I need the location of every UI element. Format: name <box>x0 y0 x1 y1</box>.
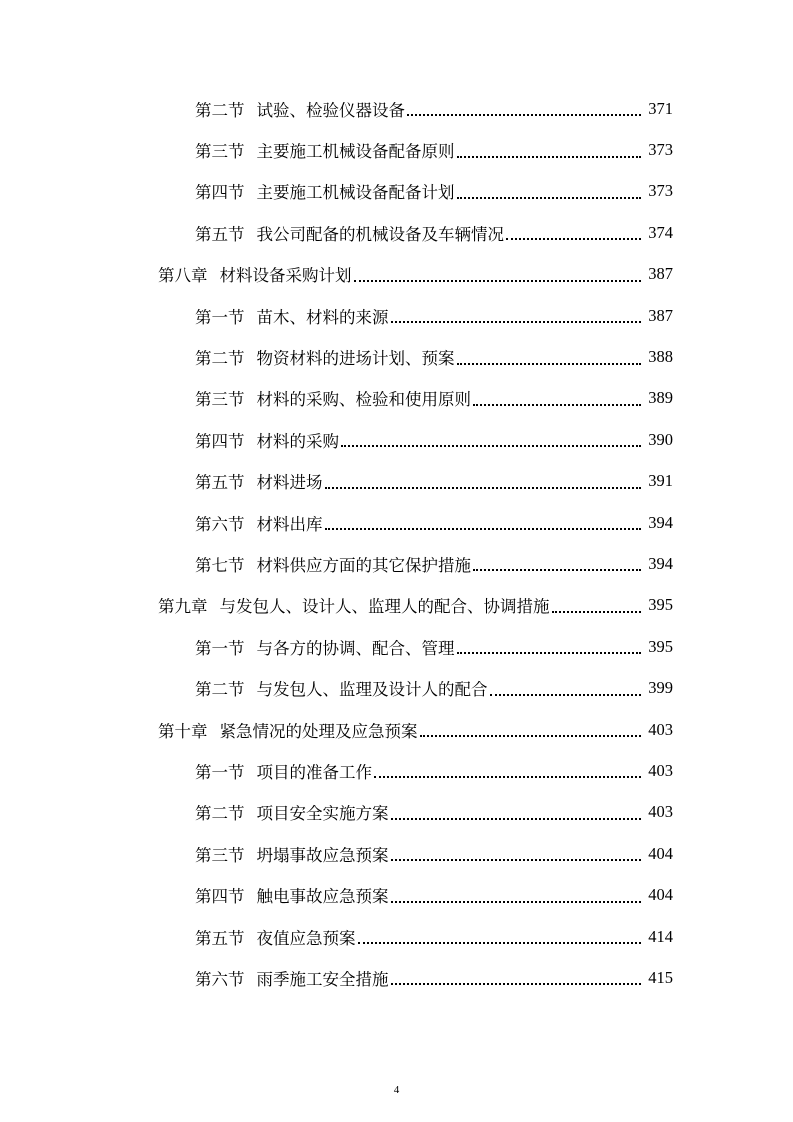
dot-leader <box>552 610 642 613</box>
dot-leader <box>374 775 641 778</box>
toc-entry-page: 387 <box>648 264 673 284</box>
dot-leader <box>354 279 642 282</box>
toc-entry[interactable] <box>0 171 793 212</box>
toc-entry-title: 苗木、材料的来源 <box>256 307 389 327</box>
toc-entry-title: 材料进场 <box>256 473 323 493</box>
dot-leader <box>391 320 642 323</box>
toc-entry-title: 紧急情况的处理及应急预案 <box>219 721 418 741</box>
dot-leader <box>391 858 642 861</box>
toc-entry-number: 第二节 <box>195 100 245 120</box>
toc-entry-title: 试验、检验仪器设备 <box>256 100 405 120</box>
toc-entry-page: 404 <box>648 885 673 905</box>
toc-chapter-entry[interactable] <box>0 709 793 750</box>
dot-leader <box>420 734 642 737</box>
toc-entry[interactable] <box>0 750 793 791</box>
toc-entry[interactable] <box>0 212 793 253</box>
toc-entry-number: 第二节 <box>195 804 245 824</box>
toc-entry-page: 373 <box>648 140 673 160</box>
toc-entry-page: 394 <box>648 512 673 532</box>
toc-entry-page: 390 <box>648 429 673 449</box>
toc-entry[interactable] <box>0 626 793 667</box>
toc-entry-title: 坍塌事故应急预案 <box>256 845 389 865</box>
toc-entry-title: 主要施工机械设备配备原则 <box>256 142 455 162</box>
toc-entry[interactable] <box>0 957 793 998</box>
toc-entry[interactable] <box>0 129 793 170</box>
dot-leader <box>473 568 641 571</box>
toc-entry-number: 第二节 <box>195 680 245 700</box>
toc-entry-title: 主要施工机械设备配备计划 <box>256 183 455 203</box>
toc-entry-title: 雨季施工安全措施 <box>256 969 389 989</box>
toc-entry-page: 371 <box>648 98 673 118</box>
toc-chapter-entry[interactable] <box>0 254 793 295</box>
toc-entry-title: 与各方的协调、配合、管理 <box>256 638 455 658</box>
toc-entry-number: 第一节 <box>195 307 245 327</box>
dot-leader <box>457 196 642 199</box>
toc-entry-title: 材料供应方面的其它保护措施 <box>256 555 471 575</box>
dot-leader <box>473 403 641 406</box>
toc-entry-page: 403 <box>648 802 673 822</box>
toc-entry-title: 材料的采购、检验和使用原则 <box>256 390 471 410</box>
toc-entry-title: 项目的准备工作 <box>256 762 372 782</box>
toc-entry-title: 触电事故应急预案 <box>256 887 389 907</box>
toc-entry-title: 材料的采购 <box>256 431 339 451</box>
toc-entry-number: 第五节 <box>195 473 245 493</box>
toc-chapter-entry[interactable] <box>0 585 793 626</box>
toc-entry-number: 第八章 <box>158 266 208 286</box>
dot-leader <box>391 817 642 820</box>
dot-leader <box>391 982 642 985</box>
toc-entry-number: 第三节 <box>195 390 245 410</box>
toc-entry[interactable] <box>0 336 793 377</box>
toc-entry-number: 第二节 <box>195 349 245 369</box>
toc-entry-number: 第七节 <box>195 555 245 575</box>
toc-entry-page: 391 <box>648 471 673 491</box>
page-number: 4 <box>393 1084 400 1096</box>
toc-entry-number: 第五节 <box>195 928 245 948</box>
toc-entry-page: 414 <box>648 926 673 946</box>
dot-leader <box>457 651 642 654</box>
toc-entry[interactable] <box>0 916 793 957</box>
dot-leader <box>325 486 642 489</box>
toc-entry[interactable] <box>0 419 793 460</box>
toc-entry-page: 399 <box>648 678 673 698</box>
toc-entry[interactable] <box>0 295 793 336</box>
toc-entry[interactable] <box>0 667 793 708</box>
toc-entry-page: 395 <box>648 595 673 615</box>
toc-entry-page: 388 <box>648 347 673 367</box>
toc-entry-page: 403 <box>648 760 673 780</box>
toc-entry-number: 第三节 <box>195 142 245 162</box>
toc-entry-title: 与发包人、监理及设计人的配合 <box>256 680 488 700</box>
dot-leader <box>457 155 642 158</box>
dot-leader <box>407 113 641 116</box>
toc-entry-number: 第五节 <box>195 224 245 244</box>
dot-leader <box>506 237 641 240</box>
toc-entry-page: 373 <box>648 181 673 201</box>
toc-entry-title: 夜值应急预案 <box>256 928 356 948</box>
toc-entry-number: 第三节 <box>195 845 245 865</box>
toc-entry[interactable] <box>0 543 793 584</box>
toc-entry-page: 387 <box>648 305 673 325</box>
toc-entry-number: 第四节 <box>195 183 245 203</box>
toc-entry-page: 415 <box>648 967 673 987</box>
toc-entry[interactable] <box>0 792 793 833</box>
toc-entry-page: 374 <box>648 222 673 242</box>
toc-entry-page: 403 <box>648 719 673 739</box>
toc-entry-page: 395 <box>648 636 673 656</box>
toc-entry-number: 第一节 <box>195 762 245 782</box>
toc-entry-page: 404 <box>648 843 673 863</box>
toc-entry-title: 项目安全实施方案 <box>256 804 389 824</box>
dot-leader <box>490 693 642 696</box>
toc-entry[interactable] <box>0 378 793 419</box>
toc-entry-number: 第九章 <box>158 597 208 617</box>
toc-entry[interactable] <box>0 874 793 915</box>
table-of-contents <box>0 88 793 999</box>
toc-entry-page: 389 <box>648 388 673 408</box>
toc-entry-title: 我公司配备的机械设备及车辆情况 <box>256 224 504 244</box>
toc-entry-title: 物资材料的进场计划、预案 <box>256 349 455 369</box>
dot-leader <box>391 900 642 903</box>
toc-entry[interactable] <box>0 461 793 502</box>
toc-entry-number: 第十章 <box>158 721 208 741</box>
toc-entry-number: 第六节 <box>195 514 245 534</box>
toc-entry-title: 材料设备采购计划 <box>219 266 352 286</box>
toc-entry-number: 第四节 <box>195 431 245 451</box>
toc-entry-number: 第一节 <box>195 638 245 658</box>
toc-entry-number: 第六节 <box>195 969 245 989</box>
dot-leader <box>457 362 642 365</box>
toc-entry[interactable] <box>0 833 793 874</box>
toc-entry-page: 394 <box>648 553 673 573</box>
toc-entry[interactable] <box>0 88 793 129</box>
dot-leader <box>341 444 641 447</box>
dot-leader <box>358 941 642 944</box>
dot-leader <box>325 527 642 530</box>
toc-entry[interactable] <box>0 502 793 543</box>
toc-entry-number: 第四节 <box>195 887 245 907</box>
toc-entry-title: 与发包人、设计人、监理人的配合、协调措施 <box>219 597 550 617</box>
toc-entry-title: 材料出库 <box>256 514 323 534</box>
